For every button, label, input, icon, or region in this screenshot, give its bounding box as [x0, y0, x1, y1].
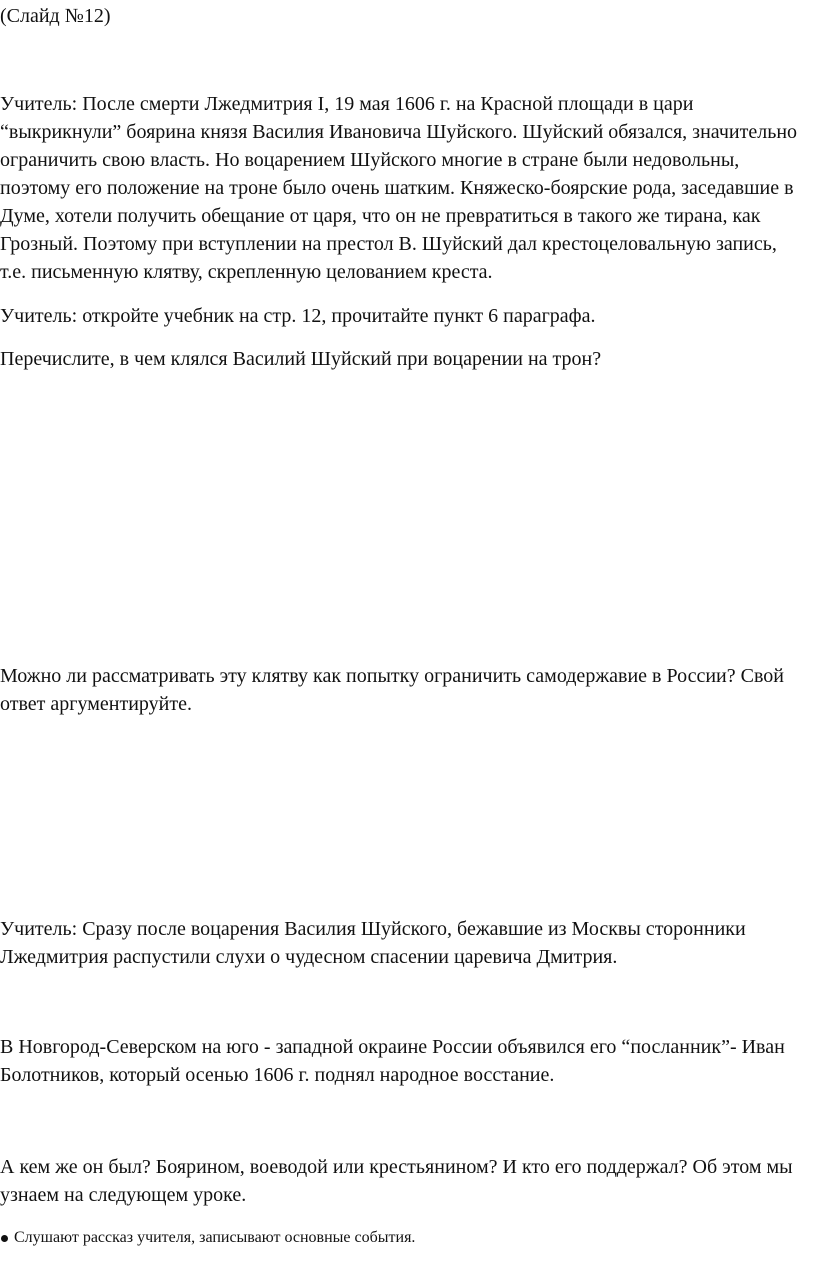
bullet-item [0, 1227, 800, 1249]
paragraph-rumors: Учитель: Сразу после воцарения Василия Шуйского, бежавшие из Москвы сторонники Лжедмитрия распустили слухи о чудесном спасении царевича Дмитрия. [0, 918, 746, 968]
paragraph-question-oath: Перечислите, в чем клялся Василий Шуйский при воцарении на трон? [0, 348, 602, 370]
paragraph-bolotnikov: В Новгород-Северском на юго - западной окраине России объявился его “посланник”- Иван Болотников, который осенью 1606 г. поднял народное восстание. [0, 1036, 785, 1086]
bullet-dot-icon [1, 1235, 8, 1242]
paragraph-textbook-instruction: Учитель: откройте учебник на стр. 12, прочитайте пункт 6 параграфа. [0, 305, 596, 327]
paragraph-question-autocracy: Можно ли рассматривать эту клятву как попытку ограничить самодержавие в России? Свой ответ аргументируйте. [0, 665, 784, 715]
paragraph-teacher-intro: Учитель: После смерти Лжедмитрия I, 19 мая 1606 г. на Красной площади в цари “выкрикнули” боярина князя Василия Ивановича Шуйского. Шуйский обязался, значительно ограничить свою власть. Но воцарением Шуйского многие в стране были недовольны, поэтому его положение на троне было очень шатким. Княжеско-боярские рода, заседавшие в Думе, хотели получить обещание от царя, что он не превратиться в такого же тирана, как Грозный. Поэтому при вступлении на престол В. Шуйский дал крестоцеловальную запись, т.е. письменную клятву, скрепленную целованием креста. [0, 93, 798, 283]
slide-label: (Слайд №12) [0, 5, 111, 27]
bullet-text: Слушают рассказ учителя, записывают основные события. [14, 1229, 416, 1246]
paragraph-next-lesson: А кем же он был? Боярином, воеводой или крестьянином? И кто его поддержал? Об этом мы узнаем на следующем уроке. [0, 1156, 793, 1206]
